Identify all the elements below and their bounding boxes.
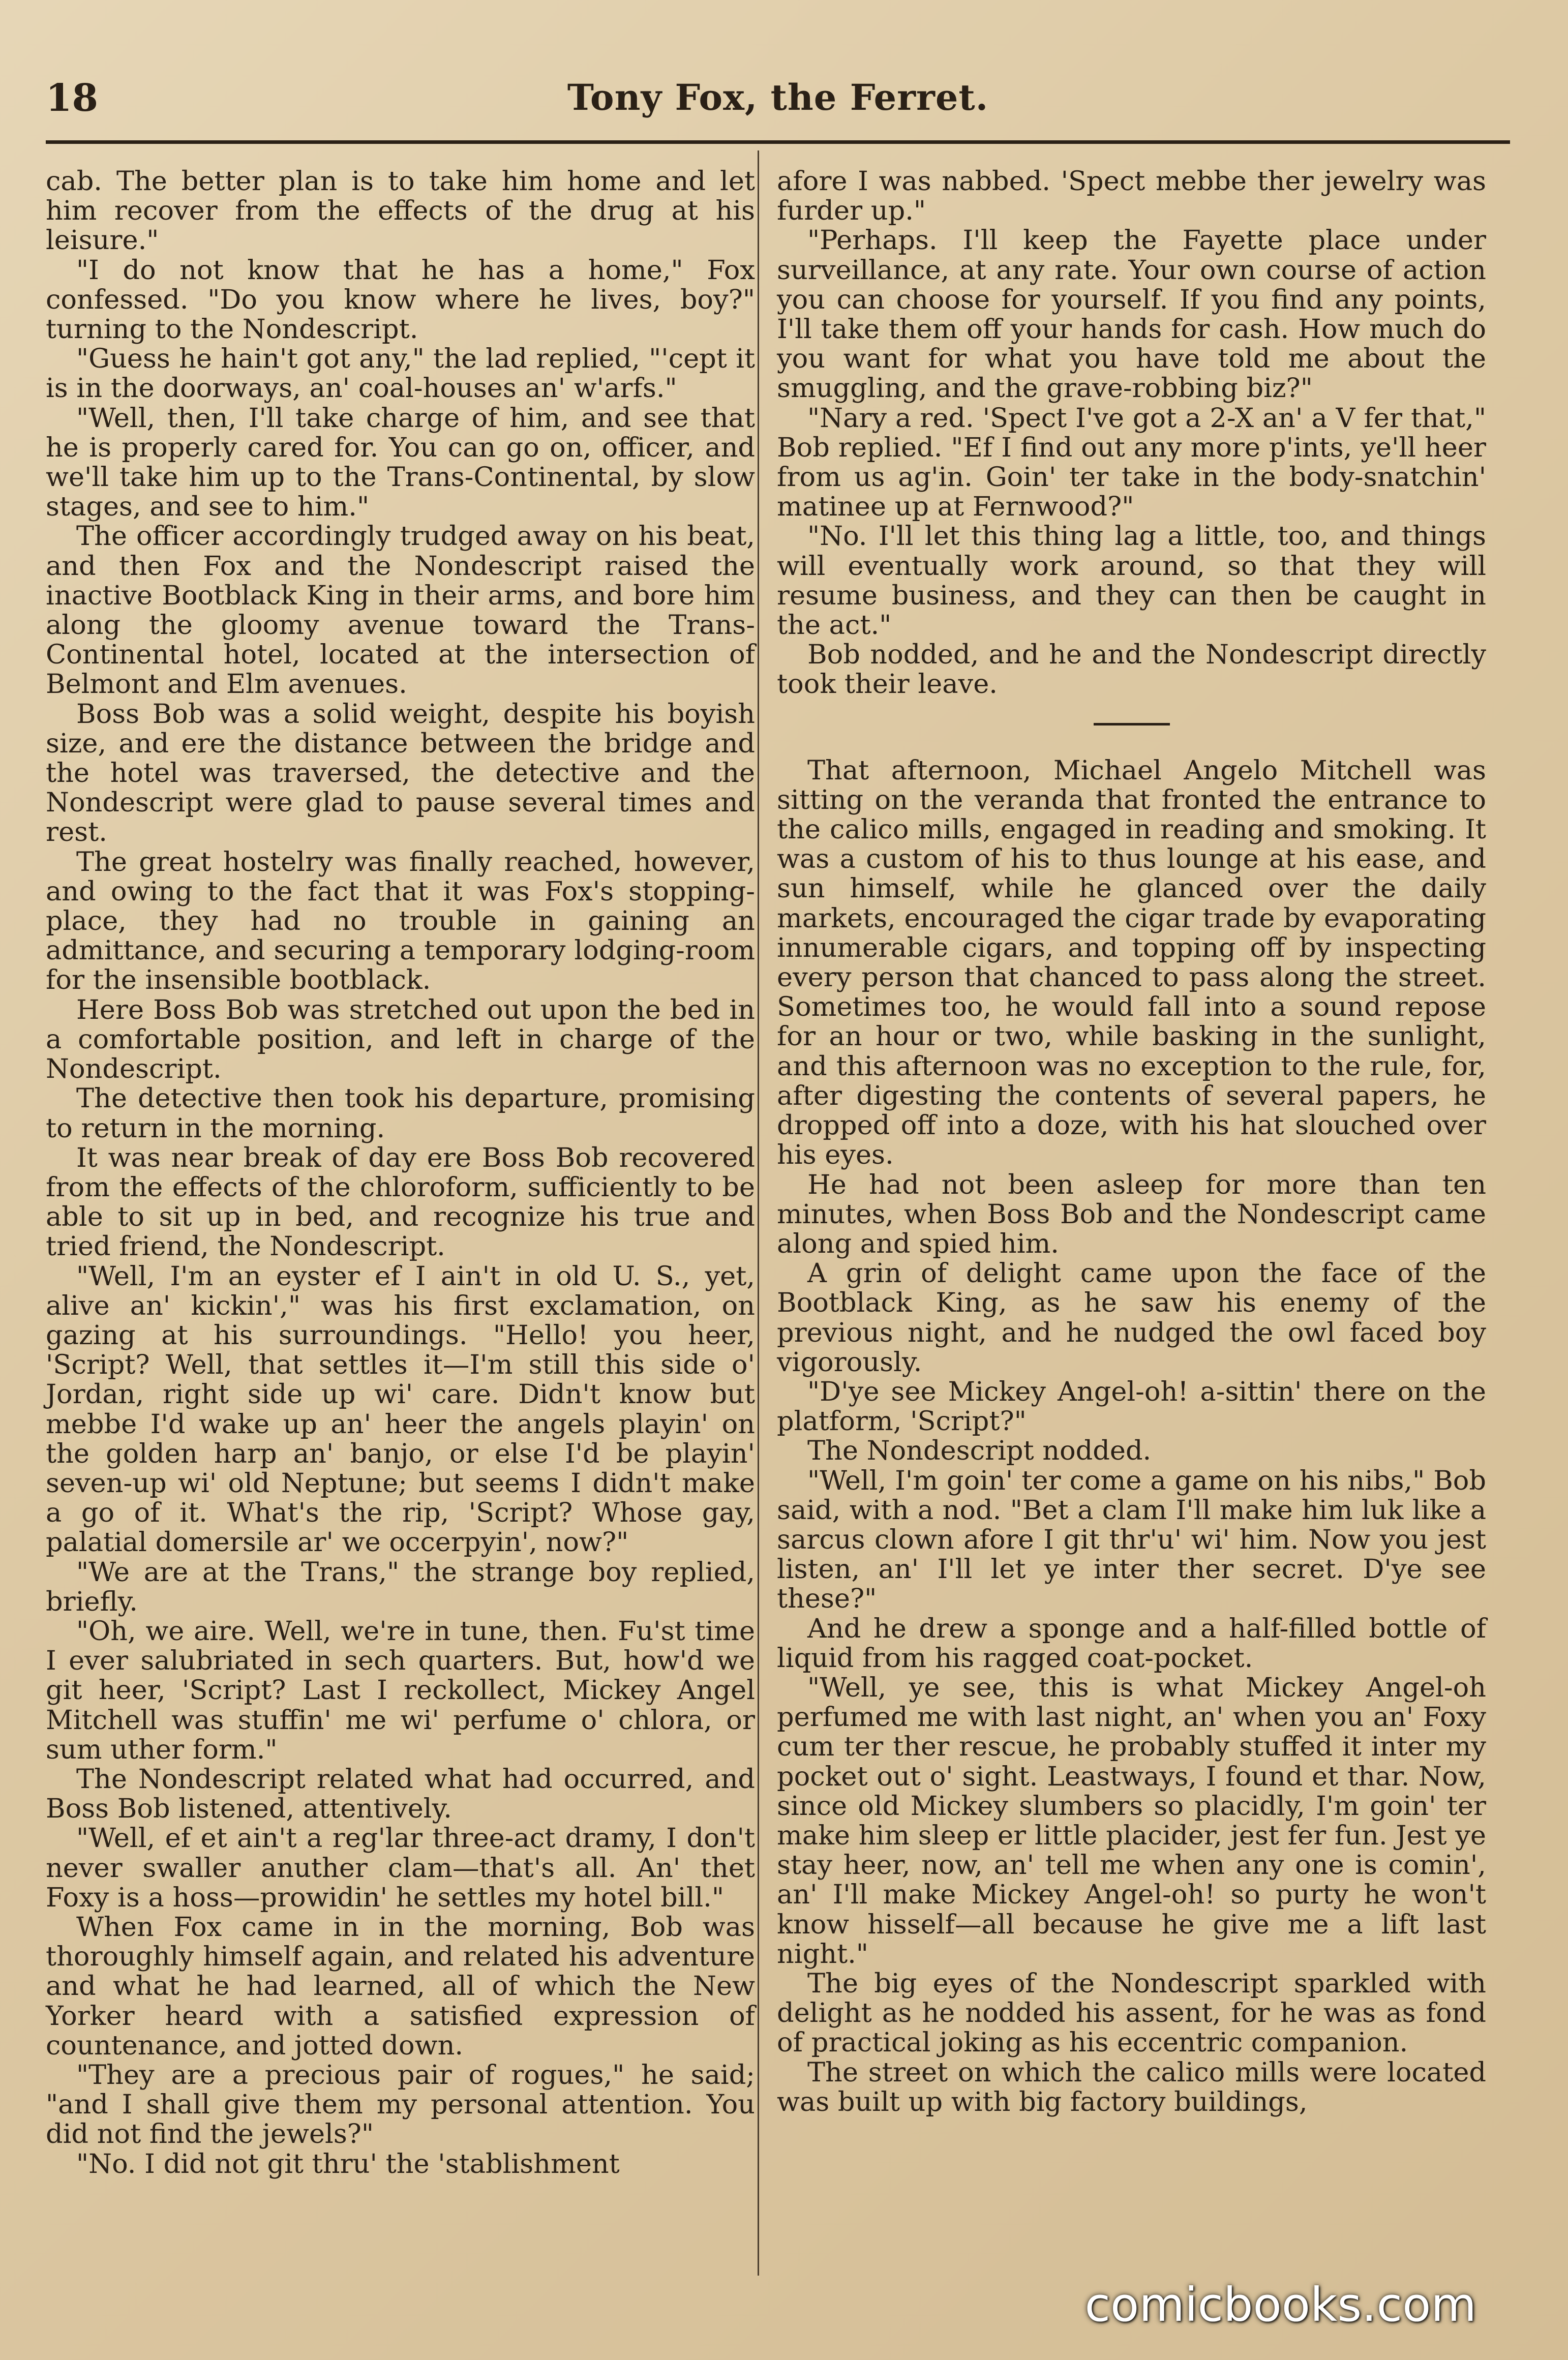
paragraph: "Well, I'm goin' ter come a game on his nibs," Bob said, with a nod. "Bet a clam I'll make him luk like a sarcus clown afore I git thr'u' wi' him. Now you jest listen, an' I'll let ye inter ther secret. D'ye see these?" xyxy=(777,1465,1486,1615)
paragraph: "Well, then, I'll take charge of him, and see that he is properly cared for. You can go on, officer, and we'll take him up to the Trans-Continental, by slow stages, and see to him." xyxy=(46,402,755,523)
watermark: comicbooks.com xyxy=(1084,2278,1476,2332)
paragraph: The Nondescript nodded. xyxy=(807,1435,1152,1467)
paragraph: The great hostelry was finally reached, however, and owing to the fact that it was Fox's stopping-place, they had no trouble in gaining an admittance, and securing a temporary lodging-room for the insensible bootblack. xyxy=(46,846,755,996)
paragraph: "Guess he hain't got any," the lad replied, "'cept it is in the doorways, an' coal-houses an' w'arfs." xyxy=(46,343,755,404)
paragraph: The big eyes of the Nondescript sparkled with delight as he nodded his assent, for he was as fond of practical joking as his eccentric companion. xyxy=(777,1968,1486,2059)
paragraph: "Well, I'm an eyster ef I ain't in old U. S., yet, alive an' kickin'," was his first exclamation, on gazing at his surroundings. "Hello! you heer, 'Script? Well, that settles it—I'm still this side o' Jordan, right side up wi' care. Didn't know but mebbe I'd wake up an' heer the angels playin' on the golden harp an' banjo, or else I'd be playin' seven-up wi' old Neptune; but seems I didn't make a go of it. What's the rip, 'Script? Whose gay, palatial domersile ar' we occerpyin', now?" xyxy=(46,1260,755,1558)
paragraph: The detective then took his departure, promising to return in the morning. xyxy=(46,1083,755,1144)
paragraph: He had not been asleep for more than ten minutes, when Boss Bob and the Nondescript came along and spied him. xyxy=(777,1169,1486,1259)
paragraph: That afternoon, Michael Angelo Mitchell was sitting on the veranda that fronted the entrance to the calico mills, engaged in reading and smoking. It was a custom of his to thus lounge at his ease, and sun himself, while he glanced over the daily markets, encouraged the cigar trade by evaporating innumerable cigars, and topping off by inspecting every person that chanced to pass along the street. Sometimes too, he would fall into a sound repose for an hour or two, while basking in the sunlight, and this afternoon was no exception to the rule, for, after digesting the contents of several papers, he dropped off into a doze, with his hat slouched over his eyes. xyxy=(777,754,1486,1171)
paragraph: "They are a precious pair of rogues," he said; "and I shall give them my personal attention. You did not find the jewels?" xyxy=(46,2060,755,2150)
paragraph: "We are at the Trans," the strange boy replied, briefly. xyxy=(46,1556,755,1617)
paragraph: Boss Bob was a solid weight, despite his boyish size, and ere the distance between the bridge and the hotel was traversed, the detective and the Nondescript were glad to pause several times and rest. xyxy=(46,698,755,848)
paragraph: "Well, ye see, this is what Mickey Angel-oh perfumed me with last night, an' when you an' Foxy cum ter ther rescue, he probably stuffed it inter my pocket out o' sight. Leastways, I found et thar. Now, since old Mickey slumbers so placidly, I'm goin' ter make him sleep er little placider, jest fer fun. Jest ye stay heer, now, an' tell me when any one is comin', an' I'll make Mickey Angel-oh! so purty he won't know hisself—all because he give me a lift last night." xyxy=(777,1672,1486,1970)
paragraph: "D'ye see Mickey Angel-oh! a-sittin' there on the platform, 'Script?" xyxy=(777,1376,1486,1437)
paragraph: "Oh, we aire. Well, we're in tune, then. Fu'st time I ever salubriated in sech quarters. But, how'd we git heer, 'Script? Last I reckollect, Mickey Angel Mitchell was stuffin' me wi' perfume o' chlora, or sum uther form." xyxy=(46,1615,755,1765)
right-column xyxy=(777,167,1486,2117)
paragraph: A grin of delight came upon the face of the Bootblack King, as he saw his enemy of the previous night, and he nudged the owl faced boy vigorously. xyxy=(777,1258,1486,1378)
paragraph: The officer accordingly trudged away on his beat, and then Fox and the Nondescript raised the inactive Bootblack King in their arms, and bore him along the gloomy avenue toward the Trans-Continental hotel, located at the intersection of Belmont and Elm avenues. xyxy=(46,521,755,700)
paragraph: cab. The better plan is to take him home and let him recover from the effects of the drug at his leisure." xyxy=(46,166,755,256)
paragraph: It was near break of day ere Boss Bob recovered from the effects of the chloroform, sufficiently to be able to sit up in bed, and recognize his true and tried friend, the Nondescript. xyxy=(46,1142,755,1262)
paragraph: And he drew a sponge and a half-filled bottle of liquid from his ragged coat-pocket. xyxy=(777,1613,1486,1674)
header-rule xyxy=(46,140,1510,144)
paragraph: "No. I did not git thru' the 'stablishment xyxy=(76,2148,620,2180)
paragraph: Here Boss Bob was stretched out upon the bed in a comfortable position, and left in charge of the Nondescript. xyxy=(46,994,755,1085)
page-number: 18 xyxy=(46,76,98,120)
paragraph: "No. I'll let this thing lag a little, too, and things will eventually work around, so that they will resume business, and they can then be caught in the act." xyxy=(777,521,1486,641)
paragraph: When Fox came in in the morning, Bob was thoroughly himself again, and related his adventure and what he had learned, all of which the New Yorker heard with a satisfied expression of countenance, and jotted down. xyxy=(46,1911,755,2061)
paragraph: afore I was nabbed. 'Spect mebbe ther jewelry was furder up." xyxy=(777,166,1486,227)
paragraph: "Nary a red. 'Spect I've got a 2-X an' a V fer that," Bob replied. "Ef I find out any more p'ints, ye'll heer from us ag'in. Goin' ter take in the body-snatchin' matinee up at Fernwood?" xyxy=(777,402,1486,523)
section-break-rule xyxy=(1094,723,1170,725)
column-divider xyxy=(758,150,759,2276)
running-head: Tony Fox, the Ferret. xyxy=(567,76,989,118)
left-column xyxy=(46,167,755,2179)
paragraph: "Well, ef et ain't a reg'lar three-act dramy, I don't never swaller anuther clam—that's all. An' thet Foxy is a hoss—prowidin' he settles my hotel bill." xyxy=(46,1823,755,1913)
paragraph: "I do not know that he has a home," Fox confessed. "Do you know where he lives, boy?" turning to the Nondescript. xyxy=(46,254,755,345)
page-header xyxy=(46,76,1510,132)
paragraph: The street on which the calico mills were located was built up with big factory buildings, xyxy=(777,2056,1486,2117)
paragraph: The Nondescript related what had occurred, and Boss Bob listened, attentively. xyxy=(46,1763,755,1825)
paragraph: Bob nodded, and he and the Nondescript directly took their leave. xyxy=(777,639,1486,700)
paragraph: "Perhaps. I'll keep the Fayette place under surveillance, at any rate. Your own course of action you can choose for yourself. If you find any points, I'll take them off your hands for cash. How much do you want for what you have told me about the smuggling, and the grave-robbing biz?" xyxy=(777,225,1486,404)
